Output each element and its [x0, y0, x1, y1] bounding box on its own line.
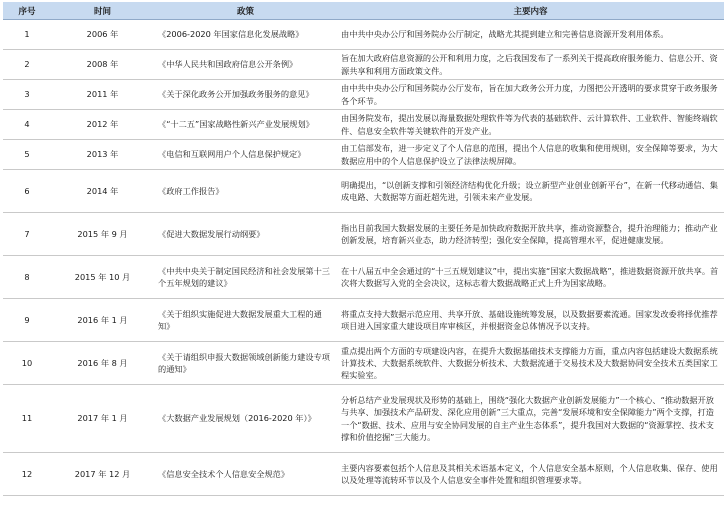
row-content: 指出目前我国大数据发展的主要任务是加快政府数据开放共享，推动资源整合，提升治理能力；推动产业创新发展，培育新兴业态，助力经济转型；强化安全保障，提高管理水平，促进健康发展。	[337, 213, 724, 256]
table-row	[3, 50, 724, 80]
row-time: 2017 年 1 月	[51, 385, 154, 453]
table-row	[3, 342, 724, 385]
row-no: 12	[3, 453, 51, 496]
row-time: 2015 年 10 月	[51, 256, 154, 299]
row-no: 2	[3, 50, 51, 80]
header-time: 时间	[51, 2, 154, 20]
row-time: 2012 年	[51, 110, 154, 140]
row-time: 2016 年 8 月	[51, 342, 154, 385]
table-row	[3, 110, 724, 140]
header-no: 序号	[3, 2, 51, 20]
row-policy: 《电信和互联网用户个人信息保护规定》	[154, 140, 337, 170]
header-policy: 政策	[154, 2, 337, 20]
policy-table	[3, 2, 724, 496]
table-row	[3, 385, 724, 453]
table-row	[3, 80, 724, 110]
row-time: 2006 年	[51, 20, 154, 50]
row-no: 4	[3, 110, 51, 140]
row-time: 2017 年 12 月	[51, 453, 154, 496]
row-content: 由工信部发布，进一步定义了个人信息的范围，提出个人信息的收集和使用规则，安全保障等要求，为大数据应用中的个人信息保护设立了法律法规屏障。	[337, 140, 724, 170]
table-row	[3, 140, 724, 170]
row-content: 重点提出两个方面的专项建设内容，在提升大数据基础技术支撑能力方面，重点内容包括建设大数据系统计算技术、大数据系统软件、大数据分析技术、大数据流通于交易技术及大数据协同安全技术五类国家工程实验室。	[337, 342, 724, 385]
row-policy: 《中共中央关于制定国民经济和社会发展第十三个五年规划的建议》	[154, 256, 337, 299]
row-content: 由国务院发布，提出发展以海量数据处理软件等为代表的基础软件、云计算软件、工业软件、智能终端软件、信息安全软件等关键软件的开发产业。	[337, 110, 724, 140]
table-row	[3, 453, 724, 496]
row-policy: 《关于请组织申报大数据领域创新能力建设专项的通知》	[154, 342, 337, 385]
row-time: 2016 年 1 月	[51, 299, 154, 342]
row-policy: 《促进大数据发展行动纲要》	[154, 213, 337, 256]
row-no: 1	[3, 20, 51, 50]
row-policy: 《大数据产业发展规划（2016-2020 年）》	[154, 385, 337, 453]
row-no: 11	[3, 385, 51, 453]
row-policy: 《政府工作报告》	[154, 170, 337, 213]
row-no: 9	[3, 299, 51, 342]
row-content: 主要内容要素包括个人信息及其相关术语基本定义，个人信息安全基本原则，个人信息收集、保存、使用以及处理等流转环节以及个人信息安全事件处置和组织管理要求等。	[337, 453, 724, 496]
row-content: 由中共中央办公厅和国务院办公厅发布，旨在加大政务公开力度，力图把公开透明的要求贯穿于政务服务各个环节。	[337, 80, 724, 110]
row-content: 由中共中央办公厅和国务院办公厅制定，战略尤其提到建立和完善信息资源开发利用体系。	[337, 20, 724, 50]
row-time: 2013 年	[51, 140, 154, 170]
row-policy: 《2006-2020 年国家信息化发展战略》	[154, 20, 337, 50]
row-policy: 《关于深化政务公开加强政务服务的意见》	[154, 80, 337, 110]
table-row	[3, 299, 724, 342]
table-row	[3, 170, 724, 213]
row-policy: 《信息安全技术个人信息安全规范》	[154, 453, 337, 496]
row-policy: 《中华人民共和国政府信息公开条例》	[154, 50, 337, 80]
header-row	[3, 2, 724, 20]
row-policy: 《“十二五”国家战略性新兴产业发展规划》	[154, 110, 337, 140]
table-row	[3, 213, 724, 256]
row-no: 3	[3, 80, 51, 110]
table-row	[3, 20, 724, 50]
table-row	[3, 256, 724, 299]
row-content: 将重点支持大数据示范应用、共享开放、基础设施统筹发展，以及数据要素流通。国家发改委将择优推荐项目进入国家重大建设项目库审核区，并根据资金总体情况予以支持。	[337, 299, 724, 342]
row-no: 7	[3, 213, 51, 256]
row-time: 2008 年	[51, 50, 154, 80]
row-time: 2014 年	[51, 170, 154, 213]
row-content: 在十八届五中全会通过的“十三五规划建议”中，提出实施“国家大数据战略”，推进数据资源开放共享。首次将大数据写入党的全会决议，这标志着大数据战略正式上升为国家战略。	[337, 256, 724, 299]
row-no: 5	[3, 140, 51, 170]
header-content: 主要内容	[337, 2, 724, 20]
row-policy: 《关于组织实施促进大数据发展重大工程的通知》	[154, 299, 337, 342]
row-no: 8	[3, 256, 51, 299]
row-content: 明确提出，“以创新支撑和引领经济结构优化升级；设立新型产业创业创新平台”，在新一代移动通信、集成电路、大数据等方面赶超先进，引领未来产业发展。	[337, 170, 724, 213]
row-content: 分析总结产业发展现状及形势的基础上，围绕“强化大数据产业创新发展能力”一个核心、“推动数据开放与共享、加强技术产品研发、深化应用创新”三大重点，完善“发展环境和安全保障能力”两个支撑，打造一个“数据、技术、应用与安全协同发展的自主产业生态体系”，提升我国对大数据的“资源掌控、技术支撑和价值挖掘”三大能力。	[337, 385, 724, 453]
row-no: 10	[3, 342, 51, 385]
row-no: 6	[3, 170, 51, 213]
row-time: 2015 年 9 月	[51, 213, 154, 256]
row-content: 旨在加大政府信息资源的公开和利用力度，之后我国发布了一系列关于提高政府服务能力、信息公开、资源共享和利用方面政策文件。	[337, 50, 724, 80]
row-time: 2011 年	[51, 80, 154, 110]
